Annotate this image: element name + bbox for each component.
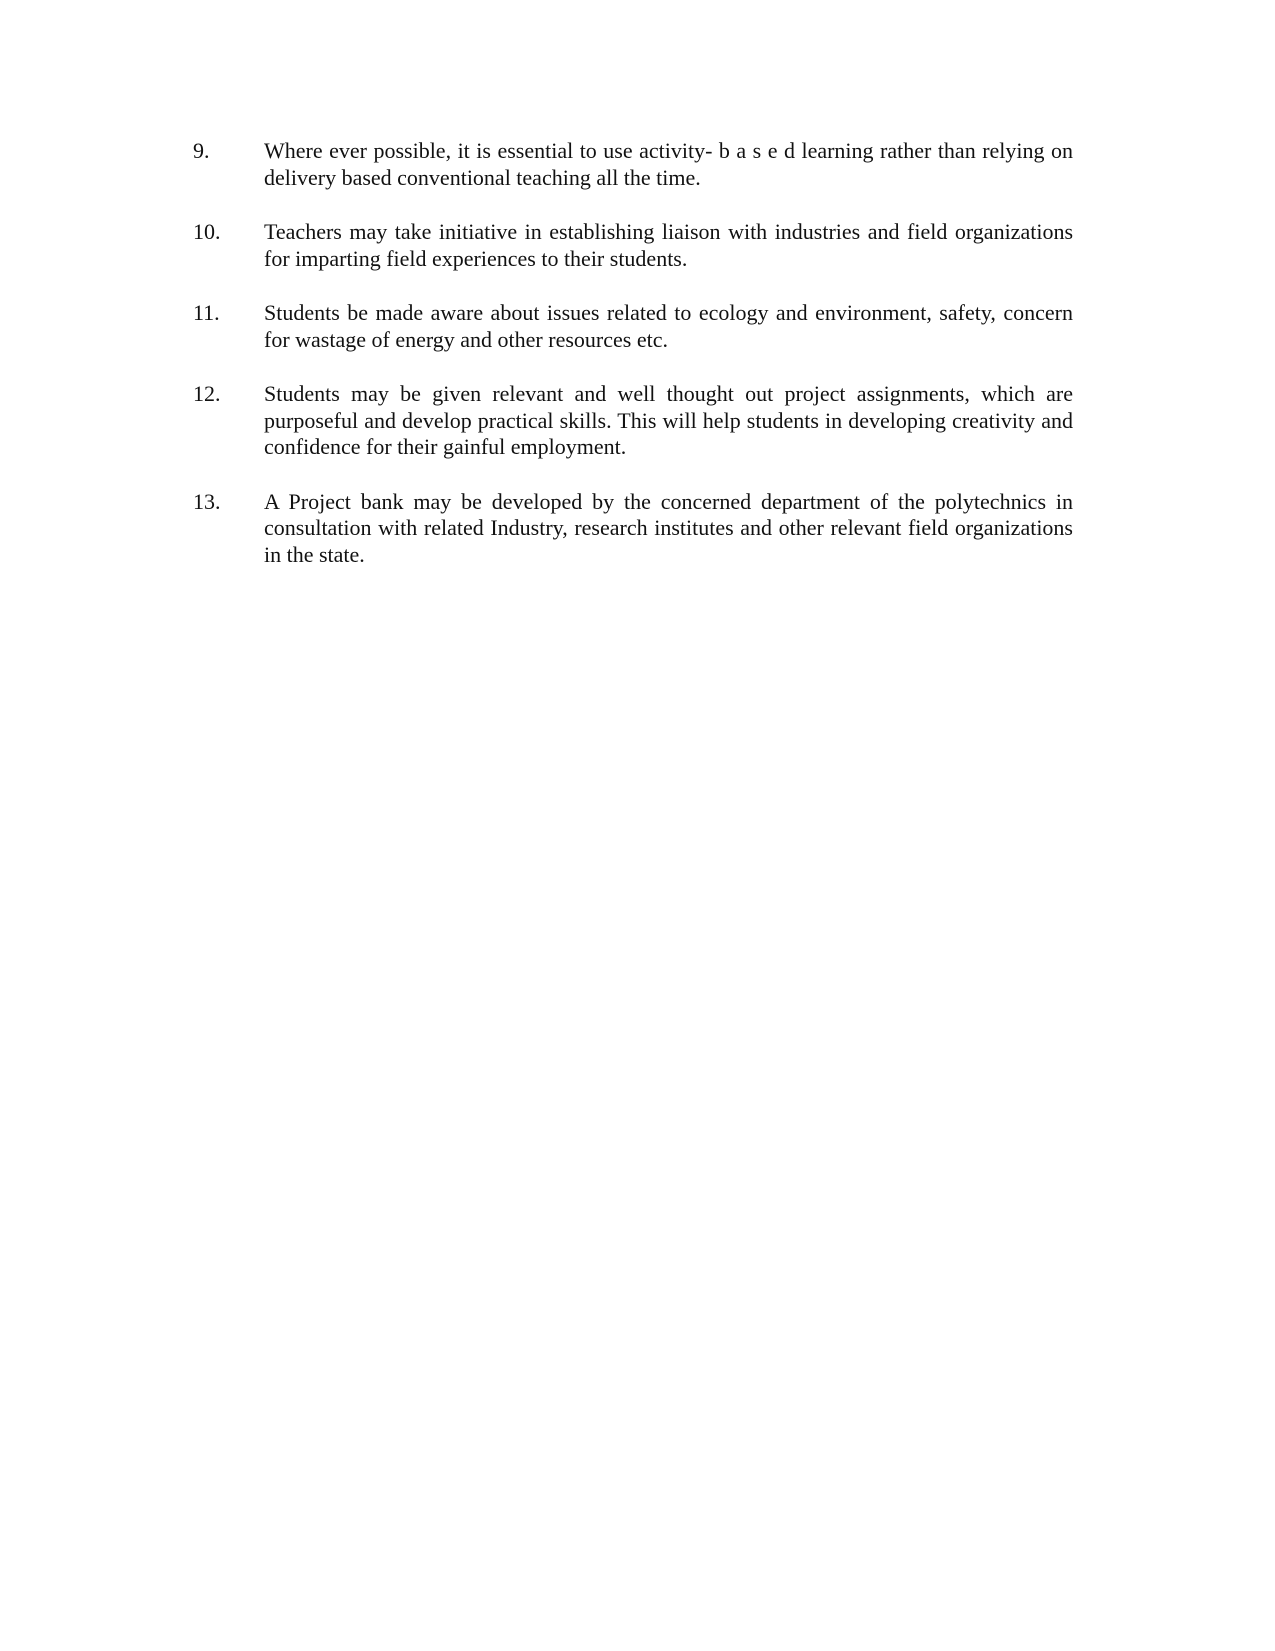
item-text: Where ever possible, it is essential to use activity- b a s e d learning rather than relying on delivery based conventional teaching all the time.	[264, 138, 1073, 190]
list-item	[193, 489, 1073, 569]
item-text: Students may be given relevant and well thought out project assignments, which are purposeful and develop practical skills. This will help students in developing creativity and confidence for their gainful employment.	[264, 381, 1073, 459]
item-number: 12.	[193, 381, 221, 406]
item-number: 10.	[193, 219, 221, 244]
list-item	[193, 219, 1073, 272]
item-text: A Project bank may be developed by the concerned department of the polytechnics in consultation with related Industry, research institutes and other relevant field organizations in the state.	[264, 488, 1073, 567]
list-item	[193, 300, 1073, 353]
numbered-guidelines-list	[193, 138, 1073, 596]
item-number: 13.	[193, 488, 221, 514]
item-number: 9.	[193, 138, 210, 163]
item-number: 11.	[193, 300, 220, 325]
item-text: Teachers may take initiative in establishing liaison with industries and field organizations for imparting field experiences to their students.	[264, 219, 1073, 271]
list-item	[193, 138, 1073, 191]
list-item	[193, 381, 1073, 461]
item-text: Students be made aware about issues related to ecology and environment, safety, concern for wastage of energy and other resources etc.	[264, 300, 1073, 352]
